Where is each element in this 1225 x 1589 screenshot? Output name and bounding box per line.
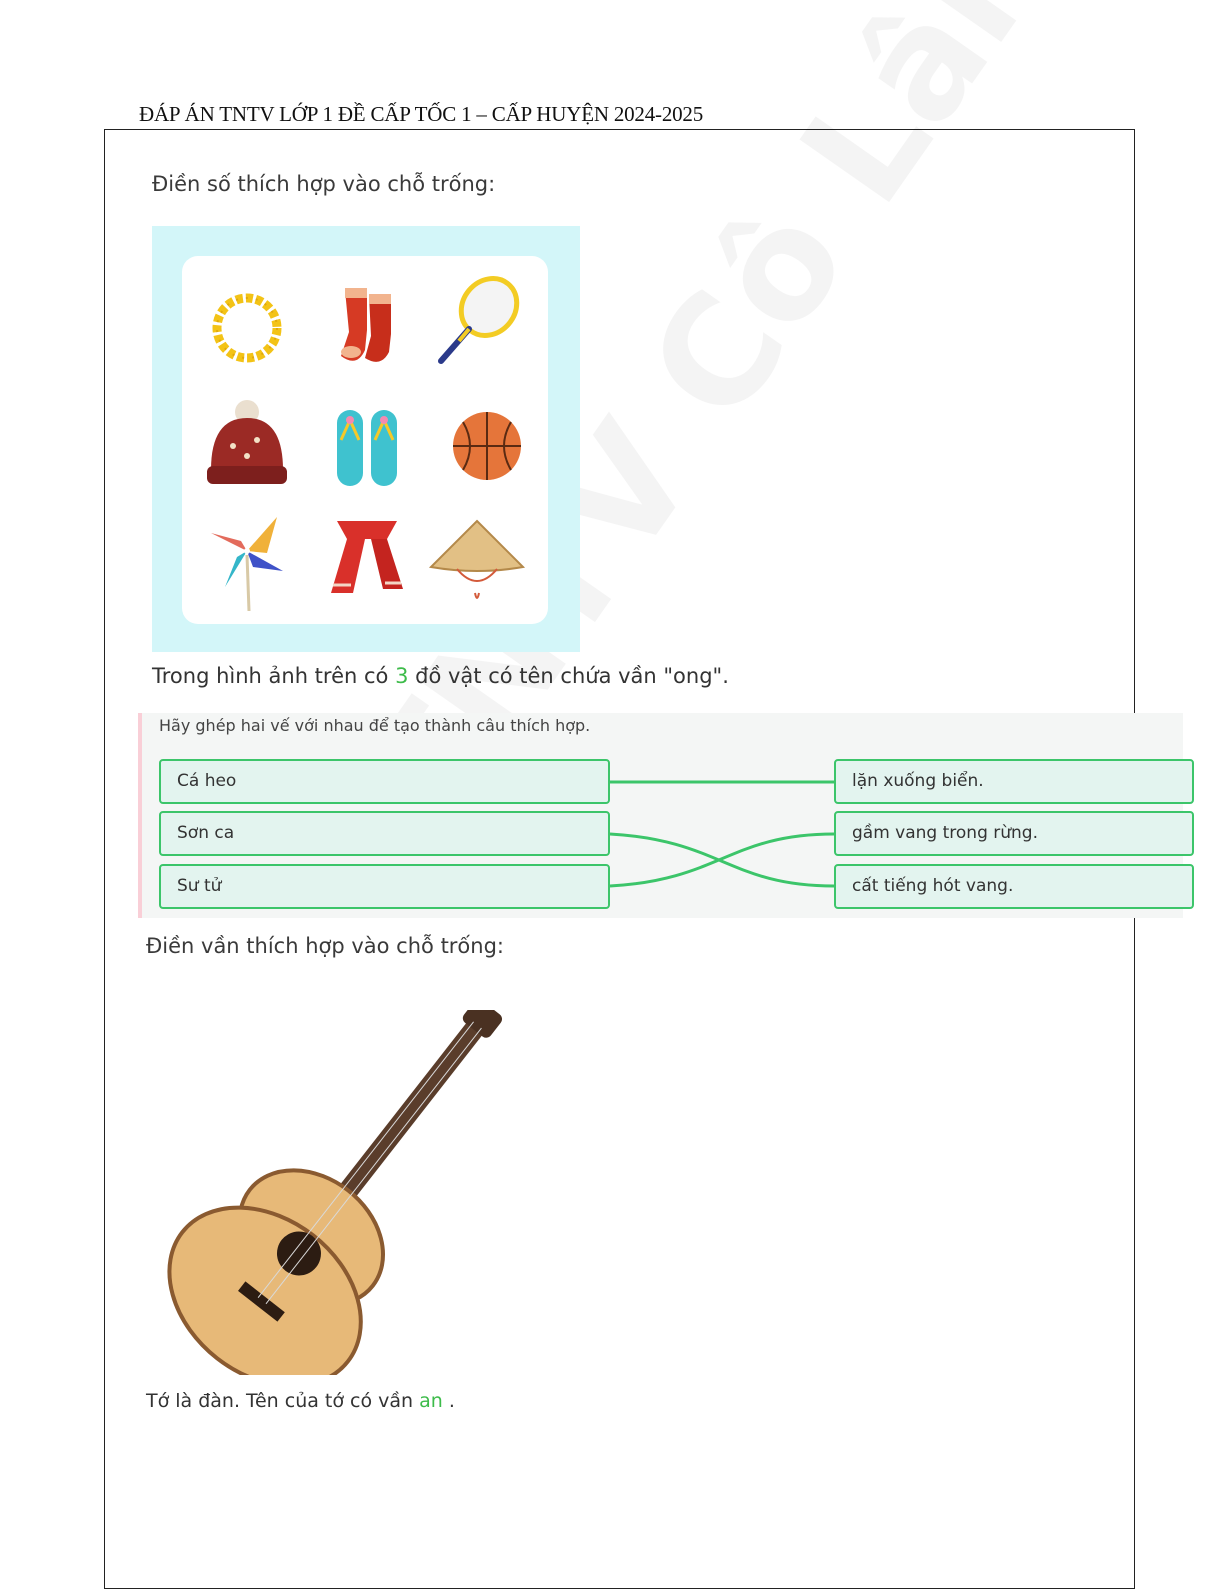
match-left-2[interactable]: Sơn ca <box>159 811 610 856</box>
answer-suffix: . <box>448 1390 455 1412</box>
question-1-title: Điền số thích hợp vào chỗ trống: <box>152 172 496 196</box>
answer-suffix: đồ vật có tên chứa vần "ong". <box>415 664 729 688</box>
match-right-1[interactable]: lặn xuống biển. <box>834 759 1194 804</box>
answer-value: 3 <box>395 664 409 688</box>
question-3-title: Điền vần thích hợp vào chỗ trống: <box>146 934 504 958</box>
match-right-2[interactable]: gầm vang trong rừng. <box>834 811 1194 856</box>
answer-prefix: Trong hình ảnh trên có <box>152 664 389 688</box>
page-header-title: ĐÁP ÁN TNTV LỚP 1 ĐỀ CẤP TỐC 1 – CẤP HUYỆN 2024-2025 <box>139 102 704 126</box>
match-right-3[interactable]: cất tiếng hót vang. <box>834 864 1194 909</box>
match-left-1[interactable]: Cá heo <box>159 759 610 804</box>
match-left-3[interactable]: Sư tử <box>159 864 610 909</box>
matching-prompt: Hãy ghép hai vế với nhau để tạo thành câu thích hợp. <box>159 716 591 735</box>
answer-value: an <box>419 1390 443 1412</box>
question-3-answer <box>146 1390 455 1412</box>
link-su-tu <box>610 834 834 886</box>
answer-prefix: Tớ là đàn. Tên của tớ có vần <box>146 1390 414 1412</box>
guitar-image <box>152 1010 542 1375</box>
